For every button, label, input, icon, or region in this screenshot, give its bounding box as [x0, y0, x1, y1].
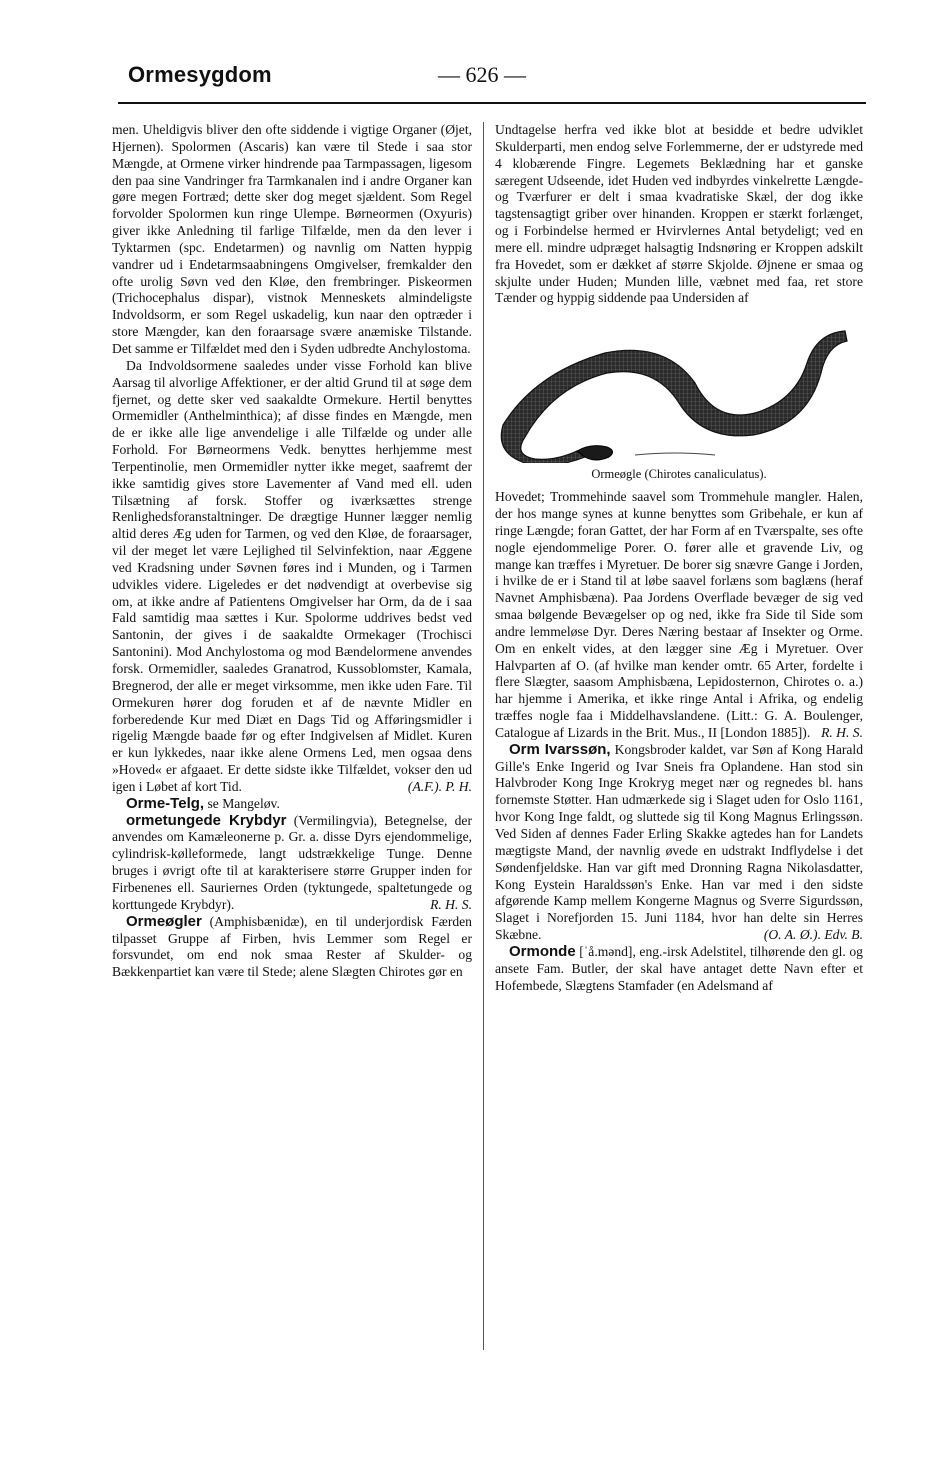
chirotes-illustration — [495, 313, 863, 463]
entry-text: se Mangeløv. — [207, 795, 280, 811]
entry-text: (Amphisbænidæ), en til underjordisk Færden tilpasset Gruppe af Firben, hvis Lemmer som Regel er forsvundet, om end nok smaa Rester af Skulder- og Bækkenpartiet kan være til Stede; alene Slægten Chirotes gør en — [112, 913, 472, 980]
entry-text: Kongsbroder kaldet, var Søn af Kong Harald Gille's Enke Ingerid og Ivar Sneis fra Oplandene. Han stod sin Halvbroder Kong Inge Krokryg meget nær og regnedes bl. hans fornemste Støtter. Han udmærkede sig i Slaget uden for Oslo 1161, hvor Kong Inge faldt, og sluttede sig til Kong Magnus Erlingssøn. Ved Siden af dennes Fader Erling Skakke agtedes han for Landets mægtigste Mand, der navnlig øvede en udstrakt Indflydelse i det Søndenfjeldske. Han var gift med Dronning Ragna Nikolasdatter, Kong Eystein Haraldssøn's Enke. Han var med i den sidste afgørende Kamp mellem Kongerne Magnus og Sverre Sigurdssøn, Slaget i Norefjorden 15. Juni 1184, hvor han delte sin Herres Skæbne. — [495, 741, 863, 943]
entry-text: (Vermilingvia), Betegnelse, der anvendes om Kamæleonerne p. Gr. a. disse Dyrs ejendommelige, cylindrisk-kølleformede, langt udstrækkelige Tunge. Denne bruges i øvrigt ofte til at karakterisere større Grupper inden for Firbenenes ell. Sauriernes Orden (tyktungede, spaltetungede og korttungede Krybdyr). — [112, 812, 472, 912]
entry-headword: ormetungede Krybdyr — [126, 811, 287, 829]
treatment-text: Da Indvoldsormene saaledes under visse Forhold kan blive Aarsag til alvorlige Affektioner, er der altid Grund til at søge dem fjernet, og dette sker ved saakaldte Ormekure. Hertil benyttes Ormemidler (Anthelminthica); af disse findes en Mængde, men de er ikke alle lige anvendelige i alle Tilfælde og under alle Forhold. For Børneormens Vedk. benyttes herhjemme mest Terpentinolie, men Ormemidler nytter ikke meget, saafremt der ikke samtidig gives store Lavementer af Vand med ell. uden Tilsætning af forsk. Stoffer og iværksættes strenge Renlighedsforanstaltninger. De drægtige Hunner lægger nemlig altid deres Æg uden for Tarmen, og ved den Kløe, de foraarsager, vil der meget let være Lejlighed til Selvinfektion, naar Æggene ved Kradsning under Søvnen føres ind i Munden, og i Tarmen udvikles videre. Ligeledes er det nødvendigt at overbevise sig om, at ikke andre af Patientens Omgivelser har Orm, da de i saa Fald samtidig maa sættes i Kur. Spolorme uddrives bedst ved Santonin, der gives i de saakaldte Ormekager (Trochisci Santonini). Mod Anchylostoma og mod Bændelormene anvendes forsk. Ormemidler, saaledes Granatrod, Kussoblomster, Kamala, Bregnerod, der alle er meget virksomme, men ikke uden Fare. Til Ormekuren hører dog foruden et af de nævnte Midler en forberedende Kur med Diæt en Dags Tid og Afføringsmidler i rigelig Mængde baade før og efter Indgivelsen af Midlet. Kuren er kun lykkedes, naar ikke alene Ormens Led, men ogsaa dens »Hoved« er afgaaet. Er dette sidste ikke Tilfældet, vokser den ud igen i Løbet af kort Tid. — [112, 357, 472, 794]
entry-text: [ˈå.mənd], eng.-irsk Adelstitel, tilhørende den gl. og ansete Fam. Butler, der skal have antaget dette Navn efter et Hofembede, Slægtens Stamfader (en Adelsmand af — [495, 943, 863, 993]
entry-headword: Ormeøgler — [126, 912, 202, 930]
snake-body — [501, 331, 847, 463]
entry-orme-telg — [112, 796, 472, 813]
entry-ormeogler — [112, 914, 472, 981]
entry-ormeogler-continued: Undtagelse herfra ved ikke blot at besidde et bedre udviklet Skulderparti, men endog selve Forlemmerne, der er udstyrede med 4 klobærende Fingre. Legemets Beklædning har et ganske særegent Udseende, idet Huden ved indbyrdes vinkelrette Længde- og Tværfurer er delt i smaa kvadratiske Skæl, der dog ikke tagstensagtigt griber over hinanden. Kroppen er stærkt forlænget, og i Forbindelse hermed er Hvirvlernes Antal betydeligt; ved en mere ell. mindre udpræget halsagtig Indsnøring er Kroppen adskilt fra Hovedet, som er dækket af større Skjolde. Øjnene er smaa og skjulte under Huden; Munden lille, væbnet med faa, ret store Tænder og hyppig siddende paa Undersiden af — [495, 122, 863, 306]
entry-ormesygdom-continued: men. Uheldigvis bliver den ofte siddende i vigtige Organer (Øjet, Hjernen). Spolormen (Ascaris) kan være til Stede i saa stor Mængde, at Ormene virker hindrende paa Tarmpassagen, ligesom den paa sine Vandringer fra Tarmkanalen ind i andre Organer kan gøre megen Fortræd; dette sker dog meget sjældent. Som Regel forvolder Spolormen kun ringe Ulempe. Børneormen (Oxyuris) giver ikke Anledning til farlige Tilfælde, men da den lever i Tyktarmen (spc. Endetarmen) og navnlig om Natten hyppig vandrer ud i Endetarmsaabningens Omgivelser, fremkalder den ofte urolig Søvn ved den Kløe, den frembringer. Piskeormen (Trichocephalus dispar), vistnok Menneskets almindeligste Indvoldsorm, er som Regel uskadelig, kun naar den optræder i store Mængder, kan den foraarsage svære anæmiske Tilstande. Det samme er Tilfældet med den i Syden udbredte Anchylostoma. — [112, 122, 472, 356]
right-column — [495, 122, 863, 994]
figure-caption: Ormeøgle (Chirotes canaliculatus). — [591, 467, 767, 482]
entry-ormeogler-continued-2 — [495, 489, 863, 742]
ground-line — [635, 453, 715, 455]
page-number: — 626 — — [438, 62, 526, 87]
entry-headword: Ormonde — [509, 942, 576, 960]
entry-ormesygdom-treatment — [112, 358, 472, 796]
entry-text: Hovedet; Trommehinde saavel som Trommehule mangler. Halen, der hos mange synes at kunne benyttes som Gribehale, er kun af ringe Længde; foran Gattet, der har Form af en Tværspalte, ses ofte nogle ejendommelige Porer. O. fører alle et gravende Liv, og mange kan træffes i Myretuer. De borer sig snævre Gange i Jorden, i hvilke de er i Stand til at løbe saavel forlæns som baglæns (heraf Navnet Amphisbæna). Paa Jordens Overflade bevæger de sig ved smaa bølgende Bevægelser op og ned, ikke fra Side til Side som andre lemmeløse Dyr. Deres Næring bestaar af Insekter og Orme. Om en enkelt vides, at den lægger sine Æg i Myretuer. Over Halvparten af O. (af hvilke man kender omtr. 65 Arter, fordelte i flere Slægter, saasom Amphisbæna, Lepidosternon, Chirotes o. a.) har hjemme i Amerika, et ikke ringe Antal i Afrika, og endelig træffes nogle faa i Middelhavslandene. (Litt.: G. A. Boulenger, Catalogue af Lizards in the Brit. Mus., II [London 1885]). — [495, 489, 863, 740]
author-signature: R. H. S. — [430, 896, 472, 912]
left-column — [112, 122, 472, 981]
entry-ormetungede-krybdyr — [112, 813, 472, 914]
entry-ormonde — [495, 944, 863, 995]
author-signature: (A.F.). P. H. — [407, 778, 472, 794]
entry-headword: Orme-Telg, — [126, 794, 205, 812]
running-title: Ormesygdom — [128, 62, 272, 87]
header-rule — [118, 102, 866, 104]
column-divider — [483, 122, 484, 1350]
entry-orm-ivarsson — [495, 742, 863, 944]
author-signature: (O. A. Ø.). Edv. B. — [763, 927, 863, 943]
author-signature: R. H. S. — [821, 724, 863, 740]
entry-headword: Orm Ivarssøn, — [509, 740, 611, 758]
figure-chirotes — [495, 313, 863, 483]
